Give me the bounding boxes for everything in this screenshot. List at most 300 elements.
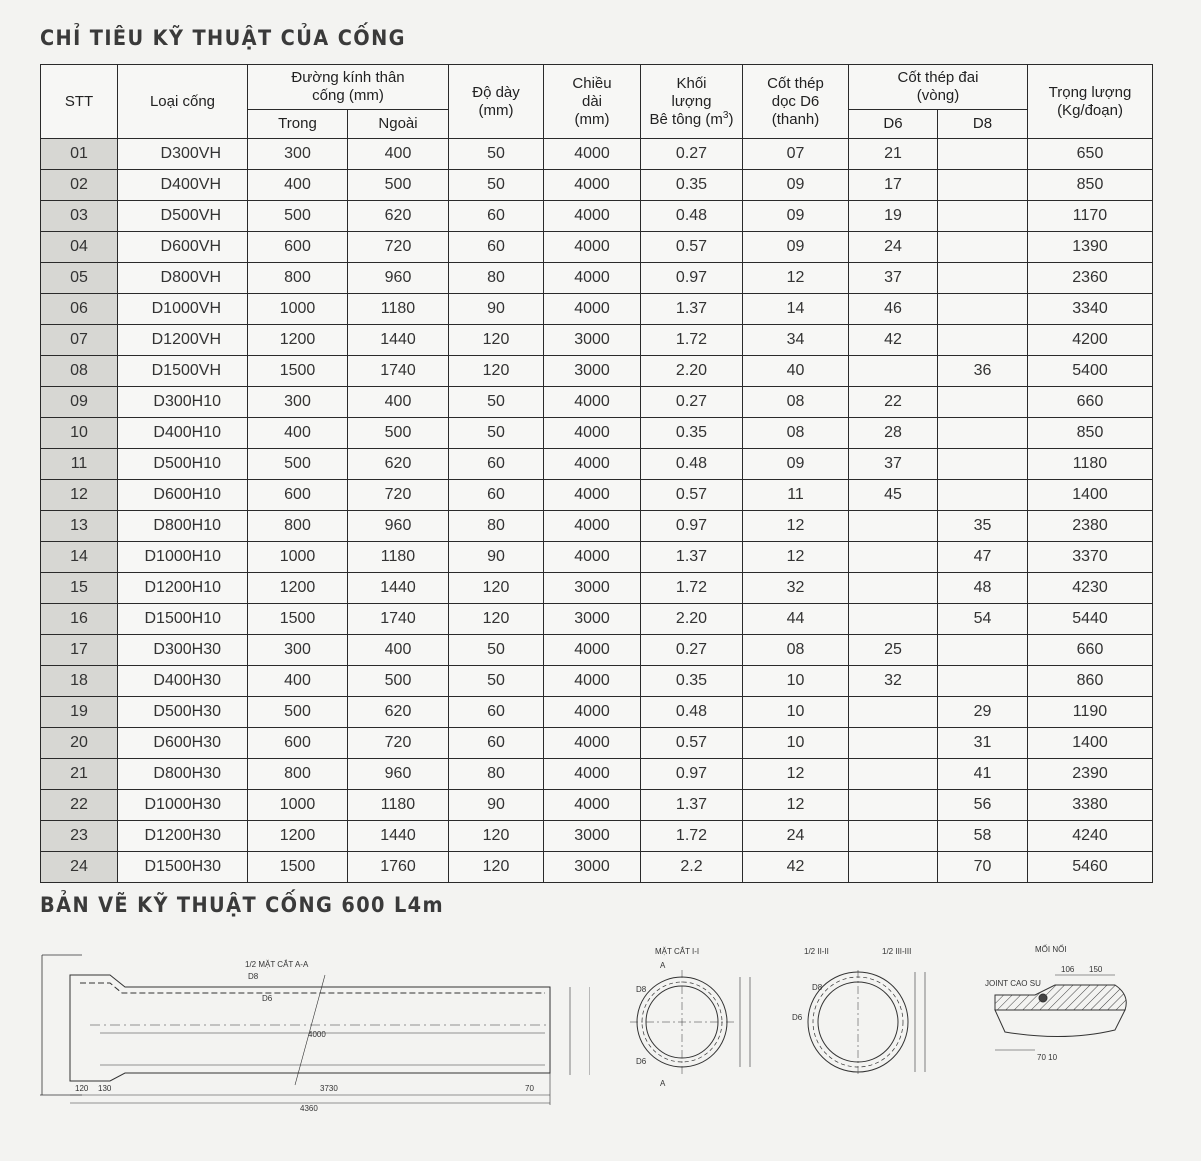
row-stt: 03 [41,201,118,232]
row-thickness: 60 [449,232,544,263]
table-row [41,759,1153,790]
row-rebar-long: 12 [743,542,849,573]
header-rebar-ring-label: Cốt thép đai (vòng) [897,69,979,104]
row-stt: 11 [41,449,118,480]
label-half-iii: 1/2 III-III [882,947,912,956]
spec-table [40,64,1153,883]
row-weight: 2390 [1028,759,1153,790]
row-rebar-long: 34 [743,325,849,356]
row-volume: 0.48 [641,449,743,480]
row-type: D300H10 [118,387,248,418]
row-rebar-d6: 42 [849,325,938,356]
row-length: 4000 [544,790,641,821]
row-weight: 4200 [1028,325,1153,356]
row-type: D400H30 [118,666,248,697]
header-rebar-ring [849,65,1028,110]
row-thickness: 120 [449,821,544,852]
row-type: D500H10 [118,449,248,480]
row-outer: 1180 [348,790,449,821]
row-length: 4000 [544,418,641,449]
row-length: 4000 [544,387,641,418]
row-weight: 2380 [1028,511,1153,542]
row-rebar-d8 [938,480,1028,511]
row-rebar-long: 09 [743,449,849,480]
row-thickness: 90 [449,542,544,573]
row-type: D800H30 [118,759,248,790]
row-stt: 02 [41,170,118,201]
row-type: D1000VH [118,294,248,325]
row-thickness: 80 [449,511,544,542]
table-row [41,573,1153,604]
row-rebar-long: 44 [743,604,849,635]
row-stt: 23 [41,821,118,852]
label-len-4360: 4360 [300,1104,318,1113]
row-inner: 600 [248,232,348,263]
row-length: 4000 [544,728,641,759]
row-weight: 650 [1028,139,1153,170]
table-row [41,294,1153,325]
row-thickness: 60 [449,449,544,480]
row-rebar-d6 [849,790,938,821]
row-rebar-long: 09 [743,232,849,263]
row-thickness: 50 [449,387,544,418]
row-rebar-d6: 25 [849,635,938,666]
row-rebar-long: 10 [743,728,849,759]
label-len-4000: 4000 [308,1030,326,1039]
table-row [41,170,1153,201]
row-rebar-d6: 28 [849,418,938,449]
row-outer: 720 [348,232,449,263]
row-outer: 1180 [348,542,449,573]
table-row [41,852,1153,883]
table-row [41,604,1153,635]
row-rebar-long: 07 [743,139,849,170]
row-stt: 05 [41,263,118,294]
row-type: D600H10 [118,480,248,511]
row-weight: 660 [1028,387,1153,418]
row-rebar-d8: 47 [938,542,1028,573]
header-weight [1028,65,1153,139]
row-length: 3000 [544,573,641,604]
table-row [41,790,1153,821]
row-length: 3000 [544,325,641,356]
row-rebar-long: 11 [743,480,849,511]
row-type: D500VH [118,201,248,232]
row-volume: 0.48 [641,201,743,232]
row-inner: 1000 [248,294,348,325]
row-rebar-d6 [849,821,938,852]
row-length: 4000 [544,697,641,728]
row-outer: 400 [348,635,449,666]
row-rebar-long: 24 [743,821,849,852]
row-thickness: 120 [449,573,544,604]
row-inner: 1500 [248,356,348,387]
label-d6-half: D6 [792,1013,803,1022]
row-rebar-d8 [938,666,1028,697]
row-rebar-d8 [938,449,1028,480]
row-thickness: 60 [449,480,544,511]
row-rebar-d8 [938,418,1028,449]
row-rebar-d8 [938,232,1028,263]
row-thickness: 50 [449,139,544,170]
row-rebar-d6 [849,697,938,728]
table-row [41,232,1153,263]
row-outer: 720 [348,728,449,759]
row-volume: 2.2 [641,852,743,883]
row-length: 4000 [544,263,641,294]
row-stt: 10 [41,418,118,449]
row-type: D1500H10 [118,604,248,635]
table-row [41,263,1153,294]
row-volume: 1.37 [641,542,743,573]
row-rebar-d8: 36 [938,356,1028,387]
row-type: D1500VH [118,356,248,387]
table-row [41,542,1153,573]
table-row [41,387,1153,418]
row-rebar-d6: 32 [849,666,938,697]
row-rebar-long: 42 [743,852,849,883]
header-thickness [449,65,544,139]
row-type: D400H10 [118,418,248,449]
drawing-section-ii [630,940,760,1090]
row-thickness: 60 [449,697,544,728]
row-rebar-d8: 48 [938,573,1028,604]
header-rebar-long-label: Cốt thép dọc D6 (thanh) [767,74,824,128]
row-rebar-d8 [938,263,1028,294]
row-rebar-long: 12 [743,759,849,790]
row-outer: 400 [348,139,449,170]
row-rebar-long: 32 [743,573,849,604]
row-volume: 0.97 [641,511,743,542]
header-diameter [248,65,449,110]
label-dim-70-10: 70 10 [1037,1053,1058,1062]
row-volume: 0.27 [641,635,743,666]
row-inner: 600 [248,480,348,511]
row-rebar-long: 14 [743,294,849,325]
row-weight: 1170 [1028,201,1153,232]
row-weight: 850 [1028,170,1153,201]
row-length: 4000 [544,666,641,697]
row-outer: 1760 [348,852,449,883]
row-outer: 960 [348,511,449,542]
row-weight: 850 [1028,418,1153,449]
label-dim-120: 120 [75,1084,89,1093]
row-rebar-long: 08 [743,418,849,449]
row-rebar-long: 08 [743,387,849,418]
header-volume-sup: 3 [722,109,729,121]
row-thickness: 50 [449,635,544,666]
row-thickness: 120 [449,604,544,635]
row-outer: 1180 [348,294,449,325]
row-length: 4000 [544,449,641,480]
label-mark-a-top: A [660,961,666,970]
label-dim-130: 130 [98,1084,112,1093]
row-inner: 800 [248,511,348,542]
row-rebar-d6: 24 [849,232,938,263]
row-length: 4000 [544,635,641,666]
row-outer: 620 [348,201,449,232]
row-rebar-long: 10 [743,666,849,697]
row-weight: 3370 [1028,542,1153,573]
row-type: D400VH [118,170,248,201]
row-weight: 5460 [1028,852,1153,883]
row-stt: 13 [41,511,118,542]
table-row [41,511,1153,542]
row-stt: 17 [41,635,118,666]
row-stt: 04 [41,232,118,263]
row-volume: 0.97 [641,263,743,294]
row-weight: 2360 [1028,263,1153,294]
row-stt: 16 [41,604,118,635]
row-length: 3000 [544,821,641,852]
header-length-label: Chiều dài (mm) [572,74,612,128]
row-outer: 400 [348,387,449,418]
row-rebar-long: 12 [743,263,849,294]
row-inner: 1500 [248,852,348,883]
row-weight: 1400 [1028,480,1153,511]
row-length: 3000 [544,356,641,387]
row-thickness: 120 [449,325,544,356]
label-d8-ii: D8 [636,985,647,994]
row-thickness: 80 [449,759,544,790]
row-rebar-d6: 45 [849,480,938,511]
header-d8: D8 [938,110,1028,139]
row-volume: 1.72 [641,325,743,356]
row-volume: 1.72 [641,821,743,852]
row-length: 4000 [544,542,641,573]
label-half-ii: 1/2 II-II [804,947,829,956]
row-outer: 620 [348,697,449,728]
row-stt: 08 [41,356,118,387]
label-len-3730: 3730 [320,1084,338,1093]
row-thickness: 60 [449,728,544,759]
row-outer: 500 [348,666,449,697]
row-type: D1200H30 [118,821,248,852]
row-inner: 400 [248,418,348,449]
row-outer: 1740 [348,604,449,635]
row-stt: 15 [41,573,118,604]
row-inner: 1200 [248,821,348,852]
row-rebar-d6 [849,852,938,883]
row-inner: 1200 [248,573,348,604]
row-inner: 400 [248,666,348,697]
drawing-section-title: BẢN VẼ KỸ THUẬT CỐNG 600 L4m [40,893,444,917]
row-stt: 12 [41,480,118,511]
row-stt: 09 [41,387,118,418]
row-weight: 4230 [1028,573,1153,604]
row-weight: 3340 [1028,294,1153,325]
row-rebar-d8: 31 [938,728,1028,759]
row-volume: 0.57 [641,232,743,263]
row-rebar-d6 [849,604,938,635]
row-inner: 1200 [248,325,348,356]
row-rebar-d6: 37 [849,449,938,480]
row-length: 3000 [544,852,641,883]
label-d6-long: D6 [262,994,273,1003]
row-stt: 07 [41,325,118,356]
row-stt: 19 [41,697,118,728]
row-type: D800H10 [118,511,248,542]
row-inner: 500 [248,201,348,232]
row-rebar-d6 [849,511,938,542]
row-weight: 1390 [1028,232,1153,263]
row-stt: 18 [41,666,118,697]
row-type: D1200H10 [118,573,248,604]
row-type: D600VH [118,232,248,263]
row-stt: 21 [41,759,118,790]
row-rebar-d8 [938,201,1028,232]
row-stt: 06 [41,294,118,325]
row-volume: 0.35 [641,418,743,449]
table-row [41,666,1153,697]
table-row [41,418,1153,449]
row-rebar-d6 [849,542,938,573]
row-rebar-d8: 54 [938,604,1028,635]
row-inner: 300 [248,387,348,418]
label-mark-a-bottom: A [660,1079,666,1088]
row-stt: 20 [41,728,118,759]
header-thickness-label: Độ dày (mm) [472,83,520,119]
row-inner: 1000 [248,790,348,821]
row-length: 4000 [544,511,641,542]
header-volume-unit: Bê tông (m [649,110,723,128]
row-length: 4000 [544,480,641,511]
table-row [41,449,1153,480]
row-thickness: 90 [449,294,544,325]
row-rebar-d6: 17 [849,170,938,201]
header-volume-label: Khối lượng [671,74,712,110]
row-outer: 620 [348,449,449,480]
row-weight: 5440 [1028,604,1153,635]
row-rebar-long: 08 [743,635,849,666]
row-inner: 1000 [248,542,348,573]
row-rebar-d8: 58 [938,821,1028,852]
row-type: D800VH [118,263,248,294]
row-thickness: 50 [449,418,544,449]
row-outer: 1740 [348,356,449,387]
row-type: D500H30 [118,697,248,728]
label-d8-half: D8 [812,983,823,992]
row-type: D1200VH [118,325,248,356]
spec-section-title: CHỈ TIÊU KỸ THUẬT CỦA CỐNG [40,26,406,50]
header-type: Loại cống [118,65,248,139]
table-row [41,139,1153,170]
row-type: D300VH [118,139,248,170]
row-rebar-d6 [849,759,938,790]
row-volume: 0.35 [641,170,743,201]
row-thickness: 90 [449,790,544,821]
row-rebar-long: 09 [743,170,849,201]
row-inner: 300 [248,139,348,170]
row-weight: 860 [1028,666,1153,697]
row-stt: 01 [41,139,118,170]
row-inner: 1500 [248,604,348,635]
table-body [41,139,1153,883]
row-rebar-d8 [938,387,1028,418]
row-thickness: 120 [449,852,544,883]
label-dim-70: 70 [525,1084,534,1093]
table-row [41,821,1153,852]
header-outer: Ngoài [348,110,449,139]
row-rebar-d8: 70 [938,852,1028,883]
header-rebar-long [743,65,849,139]
header-length [544,65,641,139]
row-inner: 300 [248,635,348,666]
row-stt: 22 [41,790,118,821]
row-volume: 0.48 [641,697,743,728]
row-volume: 2.20 [641,356,743,387]
row-weight: 1190 [1028,697,1153,728]
row-length: 4000 [544,232,641,263]
row-outer: 1440 [348,821,449,852]
row-rebar-d6 [849,573,938,604]
label-half-section-aa: 1/2 MẶT CẮT A-A [245,960,309,969]
row-stt: 24 [41,852,118,883]
label-joint: MỐI NỐI [1035,945,1067,954]
row-rebar-d8 [938,294,1028,325]
row-volume: 0.27 [641,387,743,418]
label-section-ii: MẶT CẮT I-I [655,947,700,956]
table-header-row [41,65,1153,110]
row-thickness: 80 [449,263,544,294]
table-row [41,635,1153,666]
table-row [41,697,1153,728]
drawing-half-sections [790,940,940,1090]
label-dim-106: 106 [1061,965,1075,974]
row-volume: 0.27 [641,139,743,170]
row-outer: 960 [348,263,449,294]
row-rebar-long: 09 [743,201,849,232]
table-row [41,728,1153,759]
row-type: D1000H10 [118,542,248,573]
drawing-longitudinal-section [30,945,590,1115]
row-length: 3000 [544,604,641,635]
row-inner: 400 [248,170,348,201]
row-type: D1000H30 [118,790,248,821]
row-volume: 0.35 [641,666,743,697]
row-inner: 500 [248,697,348,728]
row-rebar-d8: 35 [938,511,1028,542]
row-rebar-d8 [938,325,1028,356]
row-outer: 1440 [348,573,449,604]
row-rebar-d8 [938,635,1028,666]
row-rebar-d8: 29 [938,697,1028,728]
label-d8-long: D8 [248,972,259,981]
row-outer: 960 [348,759,449,790]
row-rebar-d6 [849,728,938,759]
row-length: 4000 [544,139,641,170]
row-thickness: 60 [449,201,544,232]
label-joint-rubber: JOINT CAO SU [985,979,1041,988]
row-rebar-d8: 56 [938,790,1028,821]
row-rebar-long: 12 [743,511,849,542]
row-weight: 660 [1028,635,1153,666]
row-volume: 0.57 [641,728,743,759]
row-length: 4000 [544,759,641,790]
row-outer: 500 [348,170,449,201]
row-volume: 1.37 [641,294,743,325]
row-rebar-d8: 41 [938,759,1028,790]
header-weight-label: Trọng lượng (Kg/đoạn) [1048,83,1132,119]
row-type: D300H30 [118,635,248,666]
row-rebar-d8 [938,170,1028,201]
row-volume: 0.57 [641,480,743,511]
row-outer: 720 [348,480,449,511]
header-diameter-label: Đường kính thân cống (mm) [291,69,405,104]
row-rebar-d6: 19 [849,201,938,232]
row-inner: 500 [248,449,348,480]
row-thickness: 50 [449,666,544,697]
